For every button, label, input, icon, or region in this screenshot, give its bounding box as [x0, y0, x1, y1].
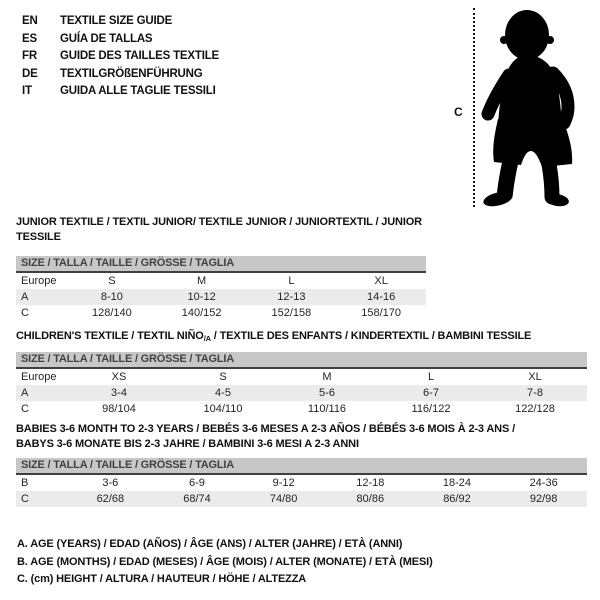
size-header-bar: SIZE / TALLA / TAILLE / GRÖSSE / TAGLIA [16, 256, 426, 273]
size-cell: 110/116 [307, 403, 347, 415]
size-cell: 4-5 [215, 387, 231, 399]
row-label: C [21, 403, 29, 415]
row-label: A [21, 291, 29, 303]
size-cell: 62/68 [96, 493, 125, 505]
size-cell: 8-10 [100, 291, 123, 303]
size-cell: S [108, 275, 116, 287]
size-cell: 3-4 [111, 387, 127, 399]
size-cell: 68/74 [183, 493, 211, 505]
table-row-c [16, 305, 426, 321]
table-row-europe [16, 369, 587, 385]
size-cell: 92/98 [529, 493, 558, 505]
size-cell: 152/158 [271, 307, 312, 319]
height-measure-dotted-line [473, 8, 475, 207]
language-row-en [22, 13, 219, 31]
guide-title-de: TEXTILGRÖßENFÜHRUNG [60, 67, 203, 80]
size-cell: 74/80 [269, 493, 298, 505]
guide-title-es: GUÍA DE TALLAS [60, 32, 153, 45]
junior-textile-section [16, 215, 426, 321]
language-code: ES [22, 32, 37, 45]
junior-table-title [16, 215, 426, 245]
children-size-table [16, 369, 587, 417]
babies-table-title [16, 422, 587, 452]
height-measure-label: C [454, 105, 463, 119]
size-cell: 12-18 [356, 477, 385, 489]
language-code: FR [22, 50, 37, 62]
size-cell: 10-12 [187, 291, 216, 303]
size-cell: 116/122 [411, 403, 451, 415]
size-cell: L [288, 275, 295, 287]
table-title-line [16, 437, 587, 452]
size-cell: 24-36 [529, 477, 558, 489]
size-cell: 98/104 [102, 403, 136, 415]
table-title-subscript: /A [203, 334, 211, 343]
footnote-line: C. (cm) HEIGHT / ALTURA / HAUTEUR / HÖHE / ALTEZZA [17, 573, 307, 585]
table-row-europe [16, 273, 426, 289]
size-cell: 104/110 [203, 403, 243, 415]
row-label: C [21, 493, 29, 505]
babies-textile-section [16, 422, 587, 507]
size-cell: S [219, 371, 227, 383]
children-table-title [16, 329, 587, 346]
table-title-text: CHILDREN'S TEXTILE / TEXTIL NIÑO [16, 330, 204, 342]
table-title-line [16, 422, 587, 437]
table-title-text: BABYS 3-6 MONATE BIS 2-3 JAHRE / BAMBINI 3-6 MESI A 2-3 ANNI [16, 438, 359, 450]
row-label: C [21, 307, 29, 319]
size-cell: 18-24 [442, 477, 472, 489]
size-cell: 12-13 [277, 291, 306, 303]
table-row-a [16, 385, 587, 401]
size-cell: XL [528, 371, 542, 383]
table-row-c [16, 491, 587, 507]
size-cell: 158/170 [361, 307, 401, 319]
toddler-silhouette-icon [481, 9, 585, 207]
language-row-es [22, 31, 219, 49]
size-cell: 6-9 [189, 477, 205, 489]
size-cell: 6-7 [423, 387, 439, 399]
footnote-line: A. AGE (YEARS) / EDAD (AÑOS) / ÂGE (ANS) / ALTER (JAHRE) / ETÀ (ANNI) [17, 538, 403, 550]
size-cell: 80/86 [356, 493, 385, 505]
guide-title-en: TEXTILE SIZE GUIDE [60, 15, 173, 27]
size-cell: L [427, 371, 435, 383]
table-title-text: JUNIOR TEXTILE / TEXTIL JUNIOR/ TEXTILE JUNIOR / JUNIORTEXTIL / JUNIOR TESSILE [16, 216, 422, 243]
row-label: A [21, 387, 29, 399]
size-header-bar: SIZE / TALLA / TAILLE / GRÖSSE / TAGLIA [16, 458, 587, 475]
language-list [22, 13, 219, 101]
table-row-c [16, 401, 587, 417]
language-row-de [22, 66, 219, 84]
size-cell: 9-12 [272, 477, 295, 489]
guide-title-fr: GUIDE DES TAILLES TEXTILE [60, 50, 219, 62]
table-row-a [16, 289, 426, 305]
size-cell: 140/152 [181, 307, 222, 319]
row-label: Europe [21, 275, 57, 287]
junior-size-table [16, 273, 426, 321]
language-code: EN [22, 15, 38, 27]
size-cell: 86/92 [443, 493, 471, 505]
language-code: IT [22, 85, 32, 97]
table-title-text: BABIES 3-6 MONTH TO 2-3 YEARS / BEBÉS 3-6 MESES A 2-3 AÑOS / BÉBÉS 3-6 MOIS À 2-3 ANS / [16, 423, 515, 435]
table-title-text: / TEXTILE DES ENFANTS / KINDERTEXTIL / BAMBINI TESSILE [210, 330, 532, 342]
size-cell: 14-16 [367, 291, 396, 303]
size-cell: 122/128 [515, 403, 555, 415]
language-row-fr [22, 48, 219, 66]
row-label: Europe [21, 371, 57, 383]
guide-title-it: GUIDA ALLE TAGLIE TESSILI [60, 85, 216, 97]
footnotes [17, 536, 433, 589]
footnote-line: B. AGE (MONTHS) / EDAD (MESES) / ÂGE (MOIS) / ALTER (MONATE) / ETÀ (MESI) [17, 555, 433, 568]
table-title-line [16, 215, 426, 245]
size-cell: 7-8 [527, 387, 543, 399]
table-row-b [16, 475, 587, 491]
size-cell: 5-6 [319, 387, 335, 399]
size-cell: 3-6 [102, 477, 119, 489]
size-cell: XL [374, 275, 388, 287]
size-cell: M [322, 371, 332, 383]
language-code: DE [22, 67, 38, 80]
size-cell: XS [111, 371, 127, 383]
size-header-bar: SIZE / TALLA / TAILLE / GRÖSSE / TAGLIA [16, 352, 587, 369]
size-cell: 128/140 [91, 307, 132, 319]
table-title-line [16, 329, 587, 346]
size-cell: M [197, 275, 207, 287]
children-textile-section [16, 329, 587, 417]
row-label: B [21, 477, 29, 489]
babies-size-table [16, 475, 587, 507]
language-row-it [22, 83, 219, 101]
